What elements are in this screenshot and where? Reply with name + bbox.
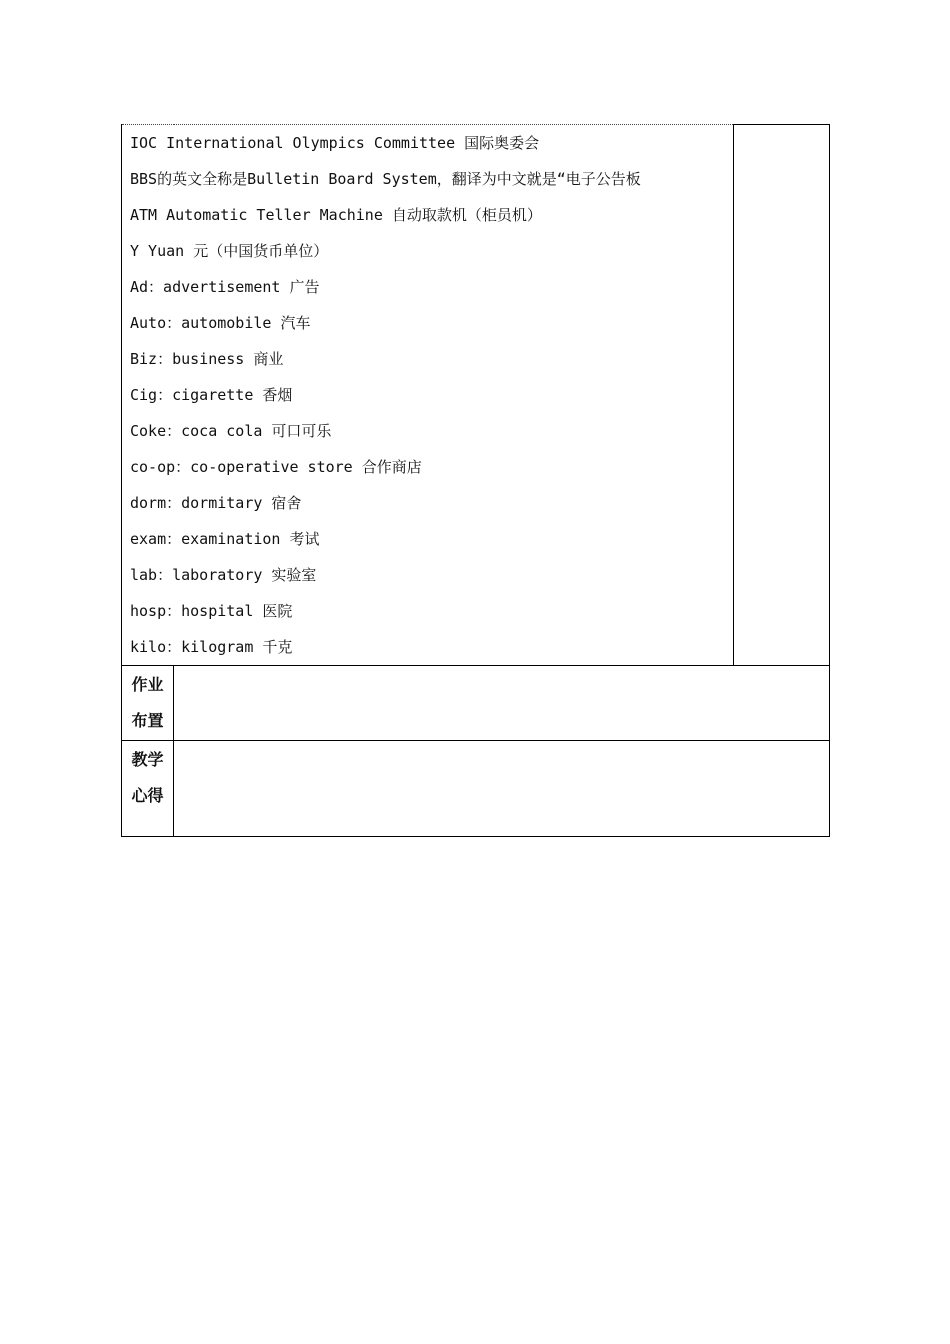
abbreviation-line: exam：examination 考试 — [130, 530, 320, 548]
abbreviation-line: ATM Automatic Teller Machine 自动取款机（柜员机） — [130, 206, 542, 224]
abbreviation-line: Cig：cigarette 香烟 — [130, 386, 293, 404]
abbreviation-line: dorm：dormitary 宿舍 — [130, 494, 302, 512]
abbreviations-cell — [122, 125, 734, 666]
reflection-label-line2: 心得 — [131, 786, 164, 805]
homework-label-line2: 布置 — [131, 711, 164, 730]
homework-content-cell — [174, 666, 830, 741]
abbreviation-line: IOC International Olympics Committee 国际奥委会 — [130, 134, 540, 152]
abbreviation-line: Coke：coca cola 可口可乐 — [130, 422, 332, 440]
reflection-label-cell — [122, 741, 174, 837]
lesson-plan-table — [121, 124, 830, 837]
homework-row — [122, 666, 830, 741]
abbreviation-line: BBS的英文全称是Bulletin Board System，翻译为中文就是“电子公告板 — [130, 170, 641, 188]
reflection-row — [122, 741, 830, 837]
abbreviation-line: Auto：automobile 汽车 — [130, 314, 311, 332]
abbreviation-line: lab：laboratory 实验室 — [130, 566, 317, 584]
abbreviation-list — [122, 125, 733, 665]
abbreviation-line: Y Yuan 元（中国货币单位） — [130, 242, 329, 260]
homework-label-line1: 作业 — [131, 675, 164, 694]
abbreviation-line: hosp：hospital 医院 — [130, 602, 293, 620]
abbreviation-line: Biz：business 商业 — [130, 350, 284, 368]
abbreviation-line: kilo：kilogram 千克 — [130, 638, 293, 656]
abbreviation-line: Ad：advertisement 广告 — [130, 278, 320, 296]
reflection-label-line1: 教学 — [131, 750, 164, 769]
side-empty-cell — [734, 125, 830, 666]
abbreviation-line: co-op：co-operative store 合作商店 — [130, 458, 422, 476]
homework-label-cell — [122, 666, 174, 741]
abbreviations-row — [122, 125, 830, 666]
reflection-content-cell — [174, 741, 830, 837]
